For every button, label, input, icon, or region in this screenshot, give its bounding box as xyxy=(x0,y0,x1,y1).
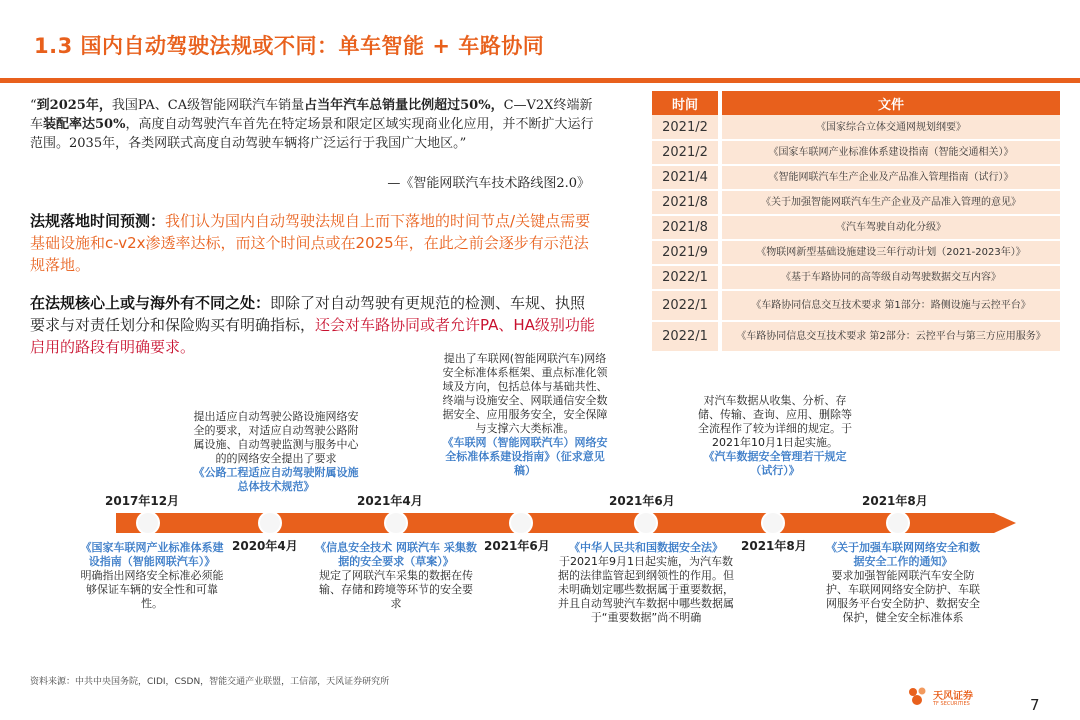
timeline-node xyxy=(385,512,407,534)
timeline-date: 2020年4月 xyxy=(232,539,298,553)
table-cell-date: 2022/1 xyxy=(652,265,720,290)
forecast-lead: 法规落地时间预测： xyxy=(30,212,166,230)
title-divider xyxy=(0,78,1080,83)
table-cell-document: 《关于加强智能网联汽车生产企业及产品准入管理的意见》 xyxy=(720,190,1060,215)
timeline-node xyxy=(137,512,159,534)
table-row xyxy=(652,215,1060,240)
table-row xyxy=(652,265,1060,290)
quote-bold-rate: 装配率达50% xyxy=(43,117,126,132)
timeline-date: 2021年6月 xyxy=(484,539,550,553)
logo-name: 天风证券 xyxy=(933,691,973,702)
policy-table xyxy=(652,91,1060,353)
table-row xyxy=(652,165,1060,190)
difference-highlight: 还会对车路协同或者允许PA、HA级别功能启用的路段有明确要求。 xyxy=(30,316,595,356)
table-cell-date: 2021/9 xyxy=(652,240,720,265)
logo-icon xyxy=(906,684,930,708)
quote-bold-year: 到2025年， xyxy=(36,98,112,113)
timeline-event-below xyxy=(76,541,228,611)
timeline-date: 2017年12月 xyxy=(105,494,180,508)
table-row xyxy=(652,190,1060,215)
quote-text-2: C—V2X终端新车 xyxy=(30,98,593,132)
timeline-node xyxy=(887,512,909,534)
regulation-difference-paragraph xyxy=(30,292,600,358)
event-description: 规定了网联汽车采集的数据在传输、存储和跨境等环节的安全要求 xyxy=(319,569,473,610)
logo-subtitle: TF SECURITIES xyxy=(933,701,970,707)
timeline-event-above xyxy=(442,352,608,478)
timeline-node xyxy=(510,512,532,534)
table-cell-date: 2021/2 xyxy=(652,115,720,140)
table-cell-date: 2021/2 xyxy=(652,140,720,165)
table-row xyxy=(652,240,1060,265)
event-document: 《公路工程适应自动驾驶附属设施总体技术规范》 xyxy=(193,466,359,493)
timeline-date: 2021年4月 xyxy=(357,494,423,508)
event-document: 《关于加强车联网网络安全和数据安全工作的通知》 xyxy=(826,541,980,568)
event-description: 明确指出网络安全标准必须能够保证车辆的安全性和可靠性。 xyxy=(80,569,224,610)
timeline-node xyxy=(762,512,784,534)
table-cell-document: 《智能网联汽车生产企业及产品准入管理指南（试行）》 xyxy=(720,165,1060,190)
table-row xyxy=(652,321,1060,352)
quote-bold-share: 占当年汽车总销量比例超过50%， xyxy=(304,98,504,113)
timeline-event-below xyxy=(822,541,984,625)
timeline-event-above xyxy=(192,410,360,494)
timeline-event-above xyxy=(694,394,856,478)
table-cell-document: 《物联网新型基础设施建设三年行动计划（2021-2023年）》 xyxy=(720,240,1060,265)
timeline-date: 2021年6月 xyxy=(609,494,675,508)
quote-block xyxy=(30,96,598,153)
event-description: 于2021年9月1日起实施，为汽车数据的法律监管起到纲领性的作用。但未明确划定哪些数据属于重要数据，并且自动驾驶汽车数据中哪些数据属于“重要数据”尚不明确 xyxy=(558,555,734,624)
event-document: 《国家车联网产业标准体系建设指南（智能网联汽车）》 xyxy=(80,541,224,568)
table-cell-date: 2022/1 xyxy=(652,321,720,352)
timeline-event-below xyxy=(558,541,734,625)
forecast-body: 我们认为国内自动驾驶法规自上而下落地的时间节点/关键点需要基础设施和c-v2x渗透率达标，而这个时间点或在2025年，在此之前会逐步有示范法规落地。 xyxy=(30,212,591,274)
table-cell-document: 《汽车驾驶自动化分级》 xyxy=(720,215,1060,240)
table-cell-document: 《国家车联网产业标准体系建设指南（智能交通相关）》 xyxy=(720,140,1060,165)
event-description: 提出了车联网(智能网联汽车)网络安全标准体系框架、重点标准化领域及方向，包括总体与基础共性、终端与设施安全、网联通信安全数据安全、应用服务安全，安全保障与支撑六大类标准。 xyxy=(442,352,608,435)
difference-lead: 在法规核心上或与海外有不同之处： xyxy=(30,294,271,312)
table-cell-document: 《国家综合立体交通网规划纲要》 xyxy=(720,115,1060,140)
quote-open-mark: “ xyxy=(30,98,37,113)
event-document: 《中华人民共和国数据安全法》 xyxy=(569,541,723,554)
page-number: 7 xyxy=(1030,696,1040,714)
timeline-node xyxy=(635,512,657,534)
event-description: 对汽车数据从收集、分析、存储、传输、查询、应用、删除等全流程作了较为详细的规定。于2021年10月1日起实施。 xyxy=(698,394,852,449)
quote-text-1: 我国PA、CA级智能网联汽车销量 xyxy=(111,98,305,113)
table-cell-document: 《车路协同信息交互技术要求 第2部分：云控平台与第三方应用服务》 xyxy=(720,321,1060,352)
event-document: 《信息安全技术 网联汽车 采集数据的安全要求（草案）》 xyxy=(315,541,477,568)
table-cell-date: 2021/4 xyxy=(652,165,720,190)
regulation-forecast-paragraph xyxy=(30,210,600,276)
source-note: 资料来源：中共中央国务院，CIDI，CSDN，智能交通产业联盟，工信部，天风证券研究所 xyxy=(30,677,390,687)
table-row xyxy=(652,115,1060,140)
timeline-node xyxy=(259,512,281,534)
table-row xyxy=(652,290,1060,321)
page-title: 1.3 国内自动驾驶法规或不同：单车智能 + 车路协同 xyxy=(34,34,545,58)
table-cell-date: 2021/8 xyxy=(652,215,720,240)
timeline-date: 2021年8月 xyxy=(741,539,807,553)
quote-source: —《智能网联汽车技术路线图2.0》 xyxy=(387,176,590,191)
event-document: 《汽车数据安全管理若干规定（试行）》 xyxy=(703,450,847,477)
table-header-time: 时间 xyxy=(652,91,720,115)
event-description: 提出适应自动驾驶公路设施网络安全的要求，对适应自动驾驶公路附属设施、自动驾驶监测与服务中心的的网络安全提出了要求 xyxy=(193,410,359,465)
event-description: 要求加强智能网联汽车安全防护、车联网网络安全防护、车联网服务平台安全防护、数据安全保护，健全安全标准体系 xyxy=(826,569,980,624)
table-cell-date: 2022/1 xyxy=(652,290,720,321)
difference-body: 即除了对自动驾驶有更规范的检测、车规、执照要求与对责任划分和保险购买有明确指标， xyxy=(30,294,586,334)
table-cell-document: 《基于车路协同的高等级自动驾驶数据交互内容》 xyxy=(720,265,1060,290)
timeline-date: 2021年8月 xyxy=(862,494,928,508)
timeline-arrow xyxy=(116,508,1016,538)
quote-text-3: ，高度自动驾驶汽车首先在特定场景和限定区域实现商业化应用，并不断扩大运行范围。2035年，各类网联式高度自动驾驶车辆将广泛运行于我国广大地区。” xyxy=(30,117,594,151)
table-row xyxy=(652,140,1060,165)
event-document: 《车联网（智能网联汽车）网络安全标准体系建设指南》（征求意见稿） xyxy=(442,436,608,477)
table-header-document: 文件 xyxy=(720,91,1060,115)
table-cell-date: 2021/8 xyxy=(652,190,720,215)
company-logo xyxy=(906,684,986,714)
timeline-bar xyxy=(116,513,1016,533)
table-cell-document: 《车路协同信息交互技术要求 第1部分：路侧设施与云控平台》 xyxy=(720,290,1060,321)
timeline-event-below xyxy=(314,541,478,611)
